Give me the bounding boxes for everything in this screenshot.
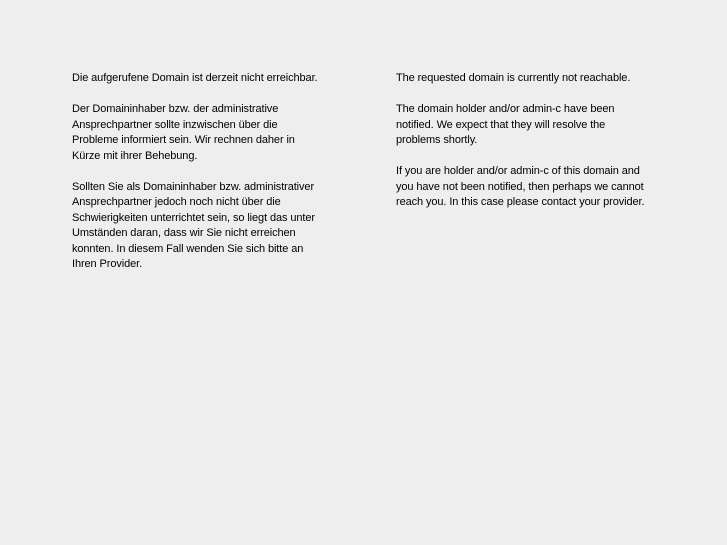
german-notice-column [72,71,362,288]
english-notice-column [396,71,696,226]
english-heading: The requested domain is currently not reachable. [396,72,631,84]
text-line: Schwierigkeiten unterrichtet sein, so liegt das unter [72,211,315,224]
text-line: If you are holder and/or admin-c of this domain and [396,165,640,177]
text-line: konnten. In diesem Fall wenden Sie sich bitte an [72,242,304,255]
german-paragraph-contact-provider [72,180,362,273]
text-line: Der Domaininhaber bzw. der administrative [72,103,279,115]
text-line: notified. We expect that they will resolve the [396,118,606,131]
text-line: Ansprechpartner sollte inzwischen über die [72,118,278,131]
german-heading: Die aufgerufene Domain ist derzeit nicht erreichbar. [72,72,318,84]
text-line: problems shortly. [396,134,478,146]
text-line: you have not been notified, then perhaps we cannot [396,180,644,193]
text-line: The domain holder and/or admin-c have been [396,103,615,115]
german-paragraph-notified [72,102,362,164]
english-paragraph-notified [396,102,696,149]
text-line: Umständen daran, dass wir Sie nicht erreichen [72,227,296,239]
text-line: Ihren Provider. [72,258,143,270]
text-line: Probleme informiert sein. Wir rechnen daher in [72,134,295,146]
english-paragraph-contact-provider [396,164,696,211]
text-line: Ansprechpartner jedoch noch nicht über die [72,196,281,208]
text-line: Kürze mit ihrer Behebung. [72,149,198,162]
text-line: Sollten Sie als Domaininhaber bzw. administrativer [72,180,315,193]
text-line: reach you. In this case please contact your provider. [396,196,645,208]
